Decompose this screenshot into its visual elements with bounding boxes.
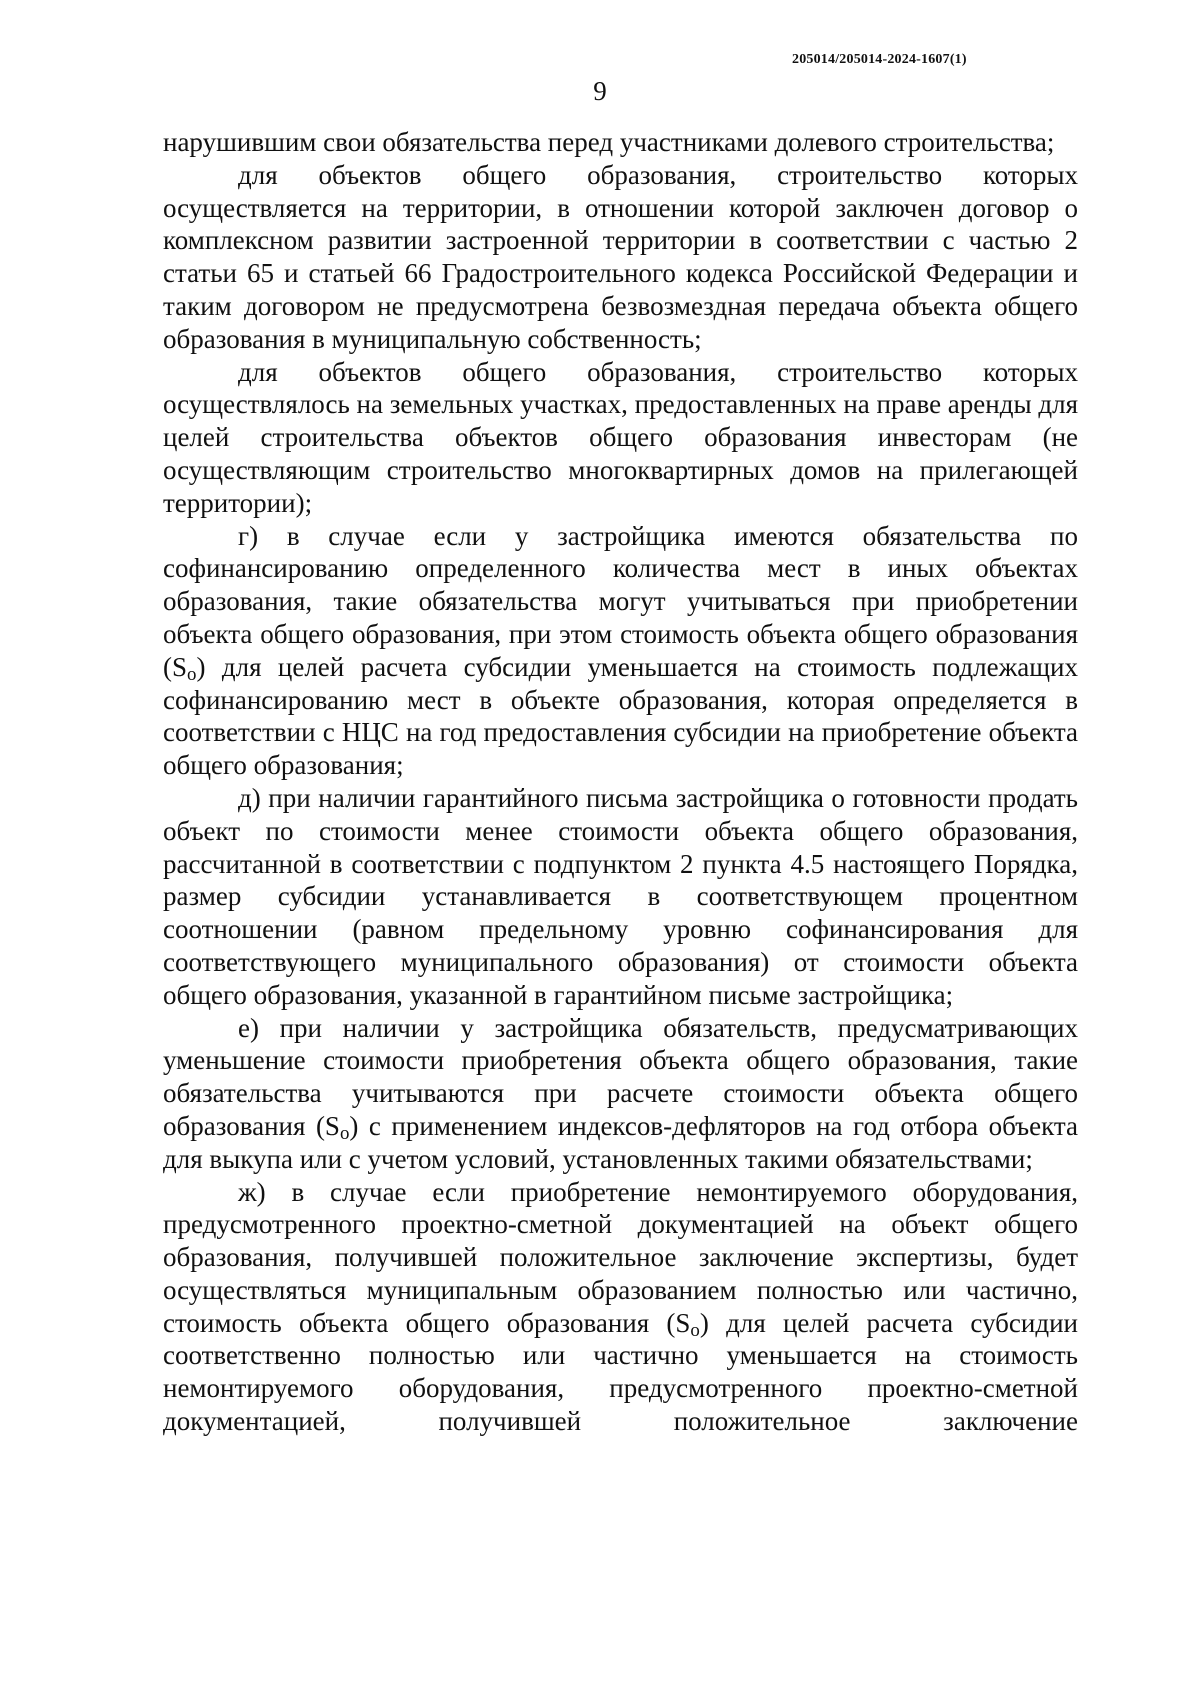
paragraph-item-zh	[163, 1176, 1078, 1438]
paragraph-item-g-text-a: г) в случае если у застройщика имеются обязательства по софинансированию определенного количества мест в иных объектах образования, такие обязательства могут учитываться при приобретении объекта общего образования, при этом стоимость объекта общего образования (S	[163, 520, 1078, 682]
paragraph-item-g-text-b: ) для целей расчета субсидии уменьшается на стоимость подлежащих софинансированию мест в объекте образования, которая определяется в соответствии с НЦС на год предоставления субсидии на приобретение объекта общего образования;	[163, 651, 1078, 781]
paragraph-item-zh-text-b: ) для целей расчета субсидии соответственно полностью или частично уменьшается на стоимость немонтируемого оборудования, предусмотренного проектно-сметной документацией, получившей положительное заключение	[163, 1307, 1078, 1437]
page-number: 9	[593, 76, 607, 106]
document-body	[163, 126, 1078, 1438]
paragraph-item-e-text-b: ) с применением индексов-дефляторов на год отбора объекта для выкупа или с учетом условий, установленных такими обязательствами;	[163, 1110, 1078, 1174]
paragraph-item-d: д) при наличии гарантийного письма застройщика о готовности продать объект по стоимости менее стоимости объекта общего образования, рассчитанной в соответствии с подпунктом 2 пункта 4.5 настоящего Порядка, размер субсидии устанавливается в соответствующем процентном соотношении (равном предельному уровню софинансирования для соответствующего муниципального образования) от стоимости объекта общего образования, указанной в гарантийном письме застройщика;	[163, 782, 1078, 1010]
paragraph-continuation: нарушившим свои обязательства перед участниками долевого строительства;	[163, 127, 1055, 157]
paragraph-item-e	[163, 1012, 1078, 1176]
paragraph-item-e-text-a: е) при наличии у застройщика обязательств, предусматривающих уменьшение стоимости приобретения объекта общего образования, такие обязательства учитываются при расчете стоимости объекта общего образования (S	[163, 1012, 1078, 1141]
document-id: 205014/205014-2024-1607(1)	[792, 52, 967, 67]
paragraph-item-zh-text-a: ж) в случае если приобретение немонтируемого оборудования, предусмотренного проектно-сметной документацией на объект общего образования, получившей положительное заключение экспертизы, будет осуществляться муниципальным образованием полностью или частично, стоимость объекта общего образования (S	[163, 1176, 1078, 1338]
paragraph-territory-development: для объектов общего образования, строительство которых осуществляется на территории, в отношении которой заключен договор о комплексном развитии застроенной территории в соответствии с частью 2 статьи 65 и статьей 66 Градостроительного кодекса Российской Федерации и таким договором не предусмотрена безвозмездная передача объекта общего образования в муниципальную собственность;	[163, 159, 1078, 354]
paragraph-land-lease: для объектов общего образования, строительство которых осуществлялось на земельных участках, предоставленных на праве аренды для целей строительства объектов общего образования инвесторам (не осуществляющим строительство многоквартирных домов на прилегающей территории);	[163, 356, 1078, 518]
subscript-o: o	[187, 663, 197, 685]
subscript-o: o	[690, 1319, 700, 1341]
subscript-o: o	[339, 1123, 350, 1145]
paragraph-item-g	[163, 520, 1078, 782]
